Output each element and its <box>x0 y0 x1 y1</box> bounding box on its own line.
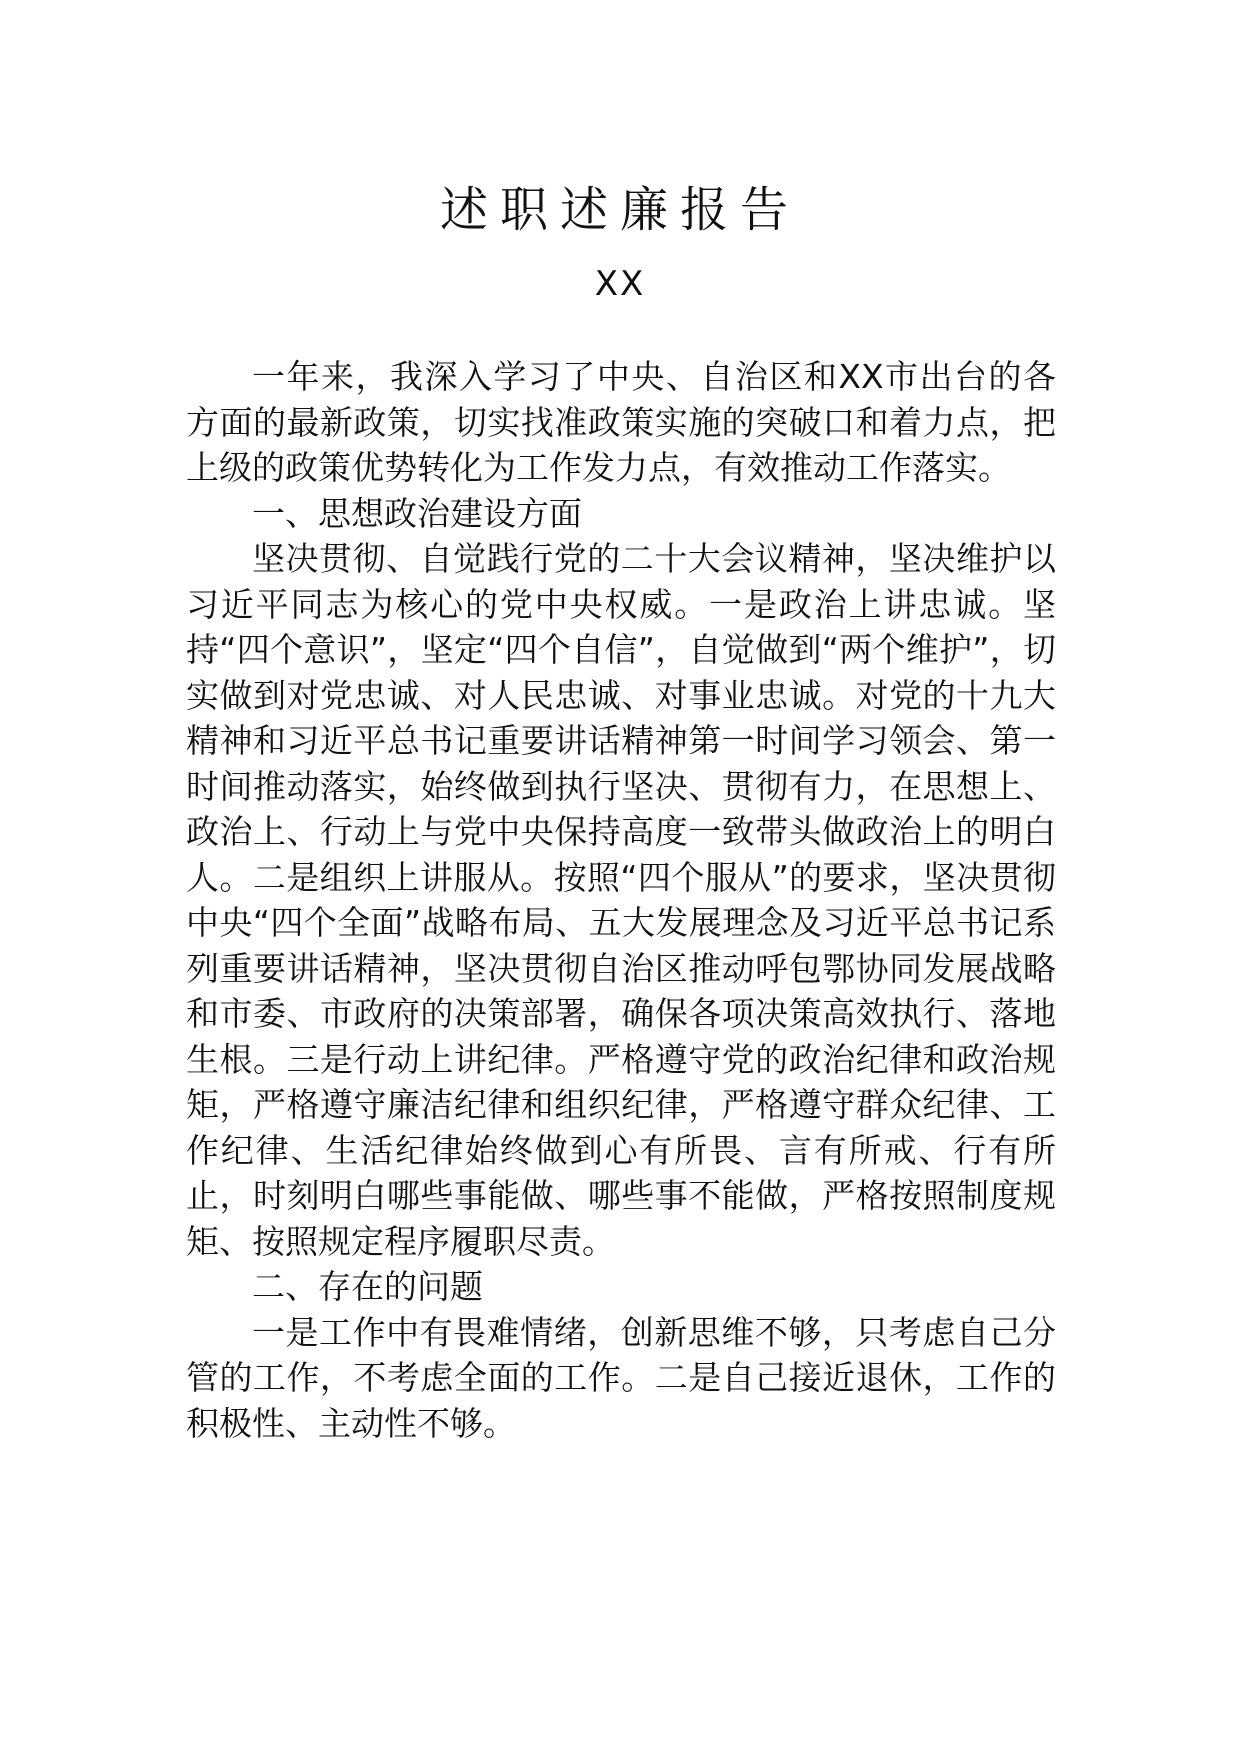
section-1-paragraph: 坚决贯彻、自觉践行党的二十大会议精神，坚决维护以习近平同志为核心的党中央权威。一是政治上讲忠诚。坚持“四个意识”，坚定“四个自信”，自觉做到“两个维护”，切实做到对党忠诚、对人民忠诚、对事业忠诚。对党的十九大精神和习近平总书记重要讲话精神第一时间学习领会、第一时间推动落实，始终做到执行坚决、贯彻有力，在思想上、政治上、行动上与党中央保持高度一致带头做政治上的明白人。二是组织上讲服从。按照“四个服从”的要求，坚决贯彻中央“四个全面”战略布局、五大发展理念及习近平总书记系列重要讲话精神，坚决贯彻自治区推动呼包鄂协同发展战略和市委、市政府的决策部署，确保各项决策高效执行、落地生根。三是行动上讲纪律。严格遵守党的政治纪律和政治规矩，严格遵守廉洁纪律和组织纪律，严格遵守群众纪律、工作纪律、生活纪律始终做到心有所畏、言有所戒、行有所止，时刻明白哪些事能做、哪些事不能做，严格按照制度规矩、按照规定程序履职尽责。 <box>186 539 1056 1261</box>
document-author: XX <box>594 264 646 304</box>
section-heading-1: 一、思想政治建设方面 <box>252 493 582 533</box>
document-body <box>186 354 1056 1446</box>
document-title: 述职述廉报告 <box>439 182 800 238</box>
section-2-paragraph: 一是工作中有畏难情绪，创新思维不够，只考虑自己分管的工作，不考虑全面的工作。二是自己接近退休，工作的积极性、主动性不够。 <box>186 1312 1056 1443</box>
intro-paragraph: 一年来，我深入学习了中央、自治区和XX市出台的各方面的最新政策，切实找准政策实施的突破口和着力点，把上级的政策优势转化为工作发力点，有效推动工作落实。 <box>186 357 1056 487</box>
section-heading-2: 二、存在的问题 <box>252 1267 483 1306</box>
